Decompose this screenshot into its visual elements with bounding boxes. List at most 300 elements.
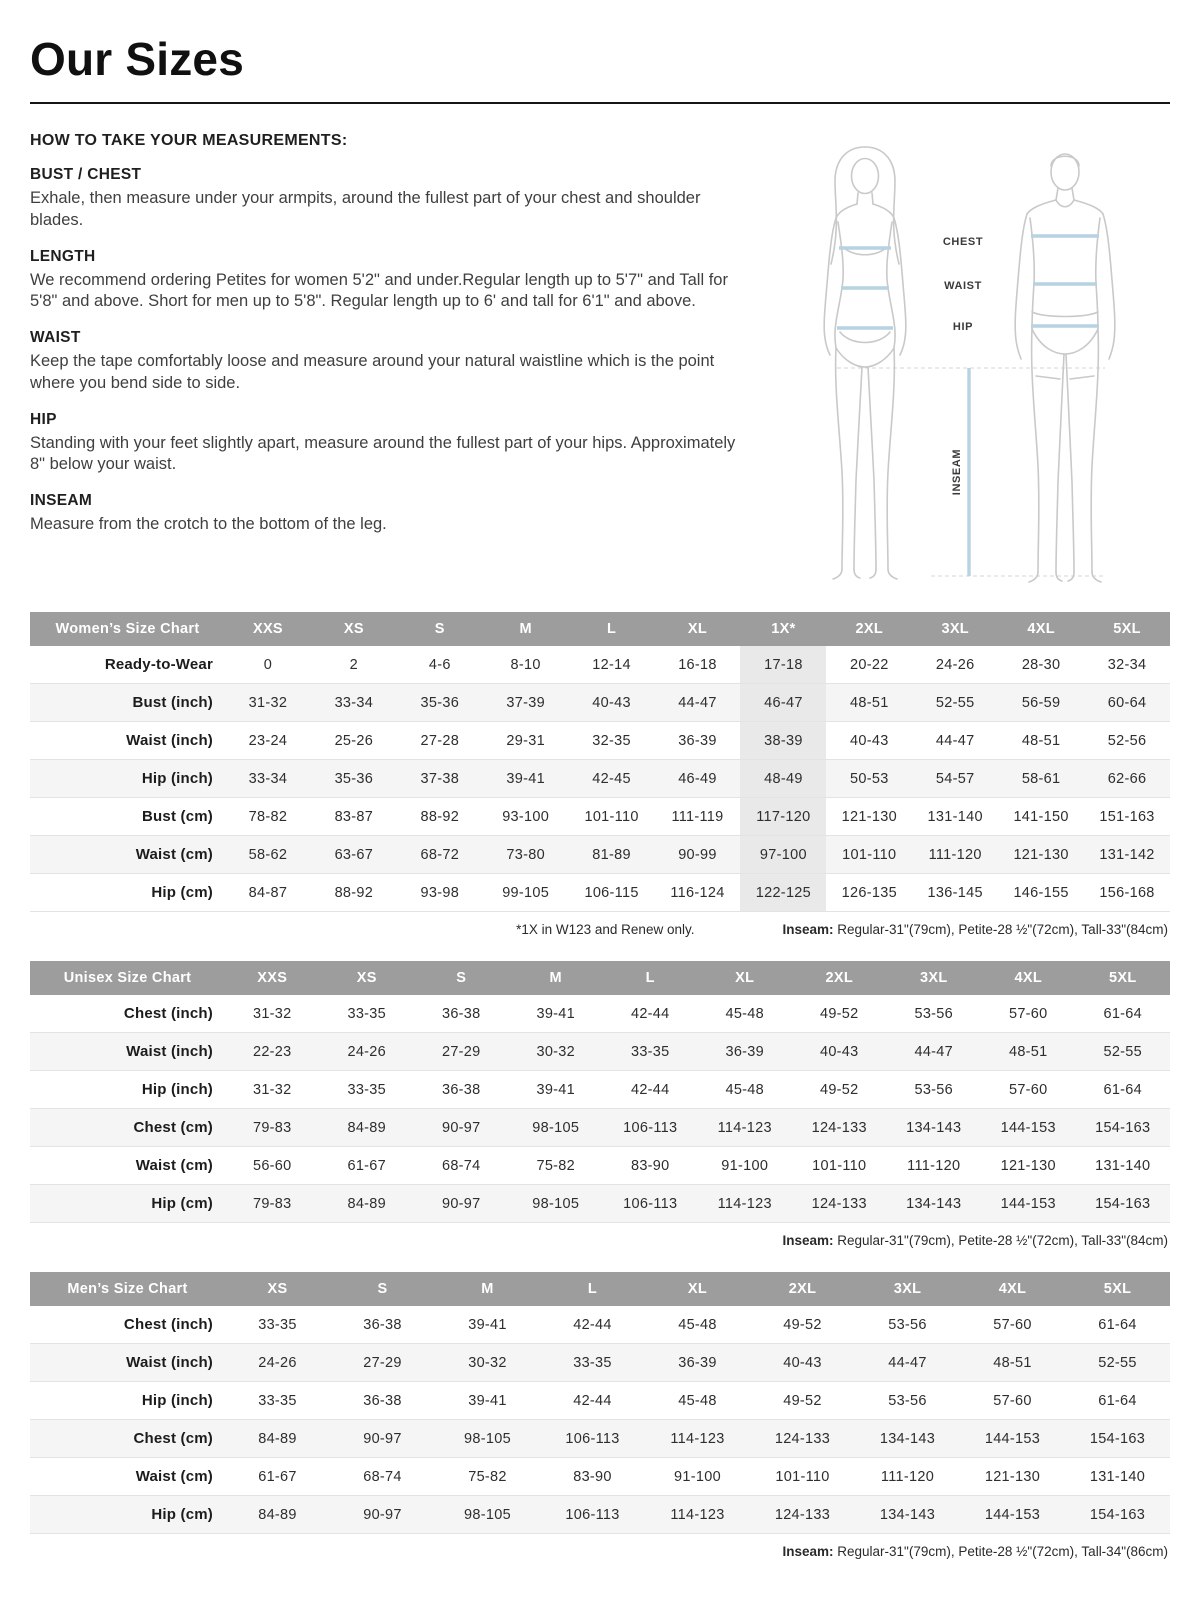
size-cell: 23-24 [248,732,288,749]
size-cell: 68-74 [363,1468,402,1485]
row-label: Waist (inch) [126,732,213,749]
row-label: Waist (cm) [135,1157,213,1174]
unisex-table [30,961,1170,1223]
size-cell: 101-110 [842,846,897,863]
chest-label: CHEST [942,236,984,248]
size-cell: 88-92 [334,884,374,901]
row-label: Hip (cm) [151,1195,213,1212]
size-cell: 56-59 [1021,694,1061,711]
size-cell: 111-119 [671,808,724,825]
header-row [30,1272,1170,1306]
row-label: Bust (inch) [132,694,213,711]
size-cell: 111-120 [880,1468,935,1485]
size-cell: 154-163 [1089,1506,1146,1523]
size-cell: 93-98 [420,884,460,901]
size-column-header: XS [311,612,397,646]
size-cell: 39-41 [536,1005,576,1022]
size-cell: 90-97 [441,1119,481,1136]
size-cell: 36-39 [725,1043,765,1060]
table-footnotes [32,1544,1168,1559]
size-cell: 37-38 [420,770,460,787]
size-cell: 36-38 [363,1316,402,1333]
size-column-header: 4XL [981,961,1076,995]
table-row [30,760,1170,798]
size-cell: 68-74 [441,1157,481,1174]
size-cell: 39-41 [536,1081,576,1098]
size-cell: 31-32 [252,1081,292,1098]
size-cell: 144-153 [984,1430,1041,1447]
size-cell: 48-51 [993,1354,1032,1371]
size-cell: 44-47 [678,694,717,711]
inseam-label: INSEAM [951,448,963,496]
instruction-body: Keep the tape comfortably loose and measure around your natural waistline which is the point where you bend side to side. [30,352,715,392]
instruction-section [30,492,760,536]
size-cell: 0 [263,656,273,673]
size-column-header: 3XL [912,612,998,646]
size-cell: 33-35 [630,1043,670,1060]
size-cell: 98-105 [464,1506,511,1523]
size-cell: 28-30 [1021,656,1061,673]
page-title: Our Sizes [30,33,244,85]
table-row [30,1458,1170,1496]
size-column-header: L [569,612,655,646]
table-row [30,1344,1170,1382]
size-column-header: 3XL [855,1272,960,1306]
size-column-header: S [414,961,509,995]
size-cell: 60-64 [1107,694,1147,711]
size-cell: 91-100 [721,1157,769,1174]
unisex-size-chart [30,961,1170,1248]
instruction-title: INSEAM [30,492,93,510]
size-cell: 48-51 [850,694,889,711]
size-cell: 61-64 [1103,1005,1143,1022]
measurement-instructions [30,132,760,588]
size-cell: 48-51 [1021,732,1061,749]
size-cell: 30-32 [536,1043,576,1060]
row-label: Hip (inch) [141,1081,213,1098]
hip-label: HIP [952,321,974,333]
size-cell: 53-56 [888,1392,927,1409]
size-cell: 79-83 [252,1119,292,1136]
size-cell: 30-32 [468,1354,507,1371]
size-cell: 90-97 [441,1195,481,1212]
size-cell: 36-39 [678,732,717,749]
table-row [30,1496,1170,1534]
table-row [30,798,1170,836]
size-cell: 63-67 [334,846,374,863]
size-cell: 36-38 [363,1392,402,1409]
size-column-header: M [435,1272,540,1306]
size-cell: 29-31 [506,732,545,749]
size-column-header: XL [655,612,741,646]
table-title: Men’s Size Chart [30,1272,225,1306]
size-cell: 33-34 [334,694,374,711]
measurement-figures-illustration [778,136,1170,588]
size-cell: 134-143 [906,1195,962,1212]
size-cell: 12-14 [592,656,631,673]
measurement-diagram [778,132,1170,588]
row-label: Ready-to-Wear [104,656,213,673]
size-cell: 52-55 [1103,1043,1143,1060]
size-column-header: 2XL [750,1272,855,1306]
size-cell: 156-168 [1099,884,1155,901]
size-cell: 32-34 [1107,656,1147,673]
size-cell: 114-123 [670,1506,725,1523]
size-cell: 73-80 [506,846,545,863]
size-cell: 134-143 [879,1430,936,1447]
size-cell: 101-110 [812,1157,867,1174]
size-cell: 4-6 [428,656,451,673]
waist-label: WAIST [944,280,982,292]
table-row [30,722,1170,760]
size-cell: 61-67 [347,1157,387,1174]
instruction-title: BUST / CHEST [30,166,142,183]
size-cell: 126-135 [841,884,897,901]
row-label: Waist (inch) [126,1354,213,1371]
size-cell: 121-130 [1000,1157,1056,1174]
size-charts [30,612,1170,1559]
size-cell: 42-44 [573,1392,612,1409]
size-cell: 106-115 [584,884,639,901]
table-row [30,1109,1170,1147]
size-cell: 22-23 [252,1043,292,1060]
size-column-header: XS [320,961,415,995]
intro-row [30,132,1170,588]
size-cell: 44-47 [914,1043,954,1060]
size-cell: 136-145 [927,884,983,901]
table-title: Women’s Size Chart [30,612,225,646]
row-label: Bust (cm) [142,808,213,825]
size-cell: 99-105 [502,884,550,901]
size-cell: 141-150 [1013,808,1069,825]
size-cell: 24-26 [935,656,975,673]
table-row [30,874,1170,912]
size-column-header: 3XL [887,961,982,995]
size-cell: 58-62 [248,846,288,863]
size-cell: 49-52 [783,1316,822,1333]
size-cell: 27-29 [441,1043,481,1060]
size-cell: 61-64 [1103,1081,1143,1098]
size-cell: 88-92 [420,808,460,825]
size-cell: 44-47 [935,732,975,749]
size-cell: 84-89 [347,1195,387,1212]
size-cell: 117-120 [740,798,826,836]
size-cell: 16-18 [678,656,717,673]
size-cell: 39-41 [468,1392,507,1409]
size-cell: 61-67 [258,1468,297,1485]
size-column-header: XXS [225,961,320,995]
row-label: Hip (cm) [151,1506,213,1523]
size-cell: 154-163 [1095,1195,1151,1212]
inseam-note: Inseam: Regular-31"(79cm), Petite-28 ½"(72cm), Tall-33"(84cm) [782,922,1168,937]
size-cell: 44-47 [888,1354,927,1371]
size-cell: 54-57 [935,770,975,787]
size-cell: 111-120 [907,1157,961,1174]
inseam-note: Inseam: Regular-31"(79cm), Petite-28 ½"(72cm), Tall-33"(84cm) [782,1233,1168,1248]
size-cell: 40-43 [850,732,889,749]
size-cell: 61-64 [1098,1316,1137,1333]
size-cell: 40-43 [819,1043,859,1060]
size-cell: 53-56 [888,1316,927,1333]
size-cell: 61-64 [1098,1392,1137,1409]
size-cell: 32-35 [592,732,631,749]
size-cell: 81-89 [592,846,631,863]
size-cell: 49-52 [783,1392,822,1409]
size-cell: 57-60 [1008,1081,1048,1098]
size-cell: 42-44 [630,1081,670,1098]
size-column-header: XL [698,961,793,995]
instruction-body: Standing with your feet slightly apart, measure around the fullest part of your hips. Approximately 8" below your waist. [30,433,736,474]
size-column-header: S [397,612,483,646]
size-cell: 31-32 [248,694,288,711]
size-cell: 98-105 [532,1119,580,1136]
row-label: Chest (cm) [133,1119,213,1136]
size-cell: 57-60 [993,1392,1032,1409]
woman-figure [824,147,906,579]
table-title: Unisex Size Chart [30,961,225,995]
size-column-header: 4XL [960,1272,1065,1306]
size-cell: 90-97 [363,1430,402,1447]
size-column-header: 5XL [1076,961,1171,995]
size-cell: 106-113 [623,1119,678,1136]
table-row [30,646,1170,684]
size-cell: 50-53 [850,770,889,787]
instruction-section [30,166,760,232]
size-cell: 36-39 [678,1354,717,1371]
size-cell: 31-32 [252,1005,292,1022]
size-cell: 33-35 [573,1354,612,1371]
size-cell: 53-56 [914,1005,954,1022]
table-row [30,1147,1170,1185]
size-cell: 33-34 [248,770,288,787]
size-cell: 78-82 [248,808,288,825]
size-cell: 33-35 [347,1005,387,1022]
size-cell: 49-52 [819,1005,859,1022]
size-column-header: 4XL [998,612,1084,646]
size-cell: 154-163 [1095,1119,1151,1136]
size-cell: 101-110 [775,1468,830,1485]
table-footnotes [32,1233,1168,1248]
size-column-header: L [540,1272,645,1306]
row-label: Chest (inch) [123,1005,213,1022]
size-cell: 79-83 [252,1195,292,1212]
row-label: Waist (inch) [126,1043,213,1060]
size-column-header: 5XL [1084,612,1170,646]
size-cell: 84-89 [258,1430,297,1447]
womens-size-chart [30,612,1170,937]
size-cell: 83-90 [630,1157,670,1174]
size-cell: 48-51 [1008,1043,1048,1060]
size-cell: 2 [349,656,359,673]
size-cell: 84-87 [248,884,288,901]
size-cell: 36-38 [441,1081,481,1098]
size-cell: 52-55 [935,694,975,711]
size-cell: 40-43 [783,1354,822,1371]
size-cell: 84-89 [258,1506,297,1523]
size-cell: 25-26 [334,732,374,749]
size-cell: 124-133 [811,1119,867,1136]
size-cell: 45-48 [725,1005,765,1022]
size-cell: 57-60 [1008,1005,1048,1022]
size-column-header: 2XL [826,612,912,646]
table-row [30,836,1170,874]
size-cell: 46-47 [740,684,826,722]
size-column-header: L [603,961,698,995]
table-row [30,1033,1170,1071]
size-cell: 114-123 [717,1119,772,1136]
size-cell: 33-35 [258,1392,297,1409]
size-cell: 106-113 [623,1195,678,1212]
size-cell: 97-100 [740,836,826,874]
size-cell: 114-123 [717,1195,772,1212]
size-cell: 144-153 [984,1506,1041,1523]
size-cell: 27-28 [420,732,460,749]
size-cell: 134-143 [906,1119,962,1136]
size-cell: 45-48 [725,1081,765,1098]
size-cell: 46-49 [678,770,717,787]
size-cell: 151-163 [1099,808,1155,825]
size-cell: 146-155 [1013,884,1069,901]
size-column-header: S [330,1272,435,1306]
size-cell: 121-130 [984,1468,1041,1485]
size-cell: 57-60 [993,1316,1032,1333]
size-cell: 131-140 [1089,1468,1146,1485]
instruction-section [30,329,760,395]
title-divider [30,102,1170,104]
size-cell: 38-39 [740,722,826,760]
size-cell: 39-41 [506,770,545,787]
size-cell: 131-140 [927,808,983,825]
row-label: Hip (inch) [141,1392,213,1409]
table-footnotes [32,922,1168,937]
inseam-note: Inseam: Regular-31"(79cm), Petite-28 ½"(72cm), Tall-34"(86cm) [782,1544,1168,1559]
size-cell: 91-100 [674,1468,721,1485]
instruction-body: Exhale, then measure under your armpits, around the fullest part of your chest and shoulder blades. [30,189,701,229]
instruction-section [30,411,760,477]
table-row [30,1185,1170,1223]
size-column-header: XL [645,1272,750,1306]
size-cell: 20-22 [850,656,889,673]
size-cell: 27-29 [363,1354,402,1371]
table-row [30,1071,1170,1109]
size-cell: 33-35 [347,1081,387,1098]
size-cell: 124-133 [811,1195,867,1212]
size-cell: 53-56 [914,1081,954,1098]
size-cell: 134-143 [879,1506,936,1523]
size-cell: 45-48 [678,1392,717,1409]
size-cell: 90-99 [678,846,717,863]
mens-size-chart [30,1272,1170,1559]
size-cell: 42-45 [592,770,631,787]
size-cell: 52-55 [1098,1354,1137,1371]
table-row [30,1420,1170,1458]
size-cell: 98-105 [532,1195,580,1212]
size-cell: 90-97 [363,1506,402,1523]
size-column-header: 1X* [740,612,826,646]
table-row [30,1306,1170,1344]
size-cell: 75-82 [536,1157,576,1174]
size-cell: 106-113 [565,1430,620,1447]
size-cell: 48-49 [740,760,826,798]
instruction-title: WAIST [30,329,81,347]
size-cell: 35-36 [420,694,460,711]
table-row [30,1382,1170,1420]
size-column-header: M [483,612,569,646]
size-cell: 101-110 [584,808,639,825]
womens-table [30,612,1170,912]
size-cell: 154-163 [1089,1430,1146,1447]
size-cell: 49-52 [819,1081,859,1098]
instruction-title: HIP [30,410,57,428]
size-cell: 62-66 [1107,770,1147,787]
size-cell: 75-82 [468,1468,507,1485]
size-cell: 42-44 [573,1316,612,1333]
size-cell: 39-41 [468,1316,507,1333]
instruction-body: We recommend ordering Petites for women 5'2" and under.Regular length up to 5'7" and Tall for 5'8" and above. Short for men up to 5'8". Regular length up to 6' and tall for 6'1" and above. [30,270,728,311]
size-cell: 84-89 [347,1119,387,1136]
instruction-section [30,248,760,314]
size-cell: 124-133 [774,1430,831,1447]
mens-table [30,1272,1170,1534]
size-cell: 40-43 [592,694,631,711]
size-cell: 52-56 [1107,732,1147,749]
size-column-header: 5XL [1065,1272,1170,1306]
header-row [30,612,1170,646]
size-cell: 144-153 [1000,1119,1056,1136]
size-cell: 106-113 [565,1506,620,1523]
instruction-title: LENGTH [30,247,96,265]
size-cell: 83-90 [573,1468,612,1485]
instructions-heading: HOW TO TAKE YOUR MEASUREMENTS: [30,132,348,149]
one-x-footnote: *1X in W123 and Renew only. [516,922,695,937]
row-label: Hip (inch) [141,770,213,787]
size-cell: 24-26 [347,1043,387,1060]
size-cell: 93-100 [502,808,550,825]
size-column-header: XS [225,1272,330,1306]
row-label: Waist (cm) [135,846,213,863]
row-label: Chest (cm) [133,1430,213,1447]
instruction-body: Measure from the crotch to the bottom of the leg. [30,515,387,534]
size-cell: 36-38 [441,1005,481,1022]
row-label: Chest (inch) [123,1316,213,1333]
row-label: Hip (cm) [151,884,213,901]
size-cell: 144-153 [1000,1195,1056,1212]
size-column-header: 2XL [792,961,887,995]
size-cell: 98-105 [464,1430,511,1447]
size-cell: 121-130 [1013,846,1069,863]
size-cell: 42-44 [630,1005,670,1022]
size-cell: 8-10 [510,656,541,673]
table-row [30,684,1170,722]
size-cell: 58-61 [1021,770,1061,787]
size-cell: 24-26 [258,1354,297,1371]
size-column-header: XXS [225,612,311,646]
size-cell: 37-39 [506,694,545,711]
size-cell: 17-18 [740,646,826,684]
row-label: Waist (cm) [135,1468,213,1485]
size-cell: 116-124 [670,884,725,901]
size-cell: 121-130 [841,808,897,825]
size-cell: 114-123 [670,1430,725,1447]
header-row [30,961,1170,995]
size-column-header: M [509,961,604,995]
size-cell: 33-35 [258,1316,297,1333]
size-cell: 111-120 [928,846,982,863]
size-cell: 131-142 [1099,846,1155,863]
instruction-sections [30,166,760,536]
size-cell: 131-140 [1095,1157,1151,1174]
size-cell: 68-72 [420,846,460,863]
